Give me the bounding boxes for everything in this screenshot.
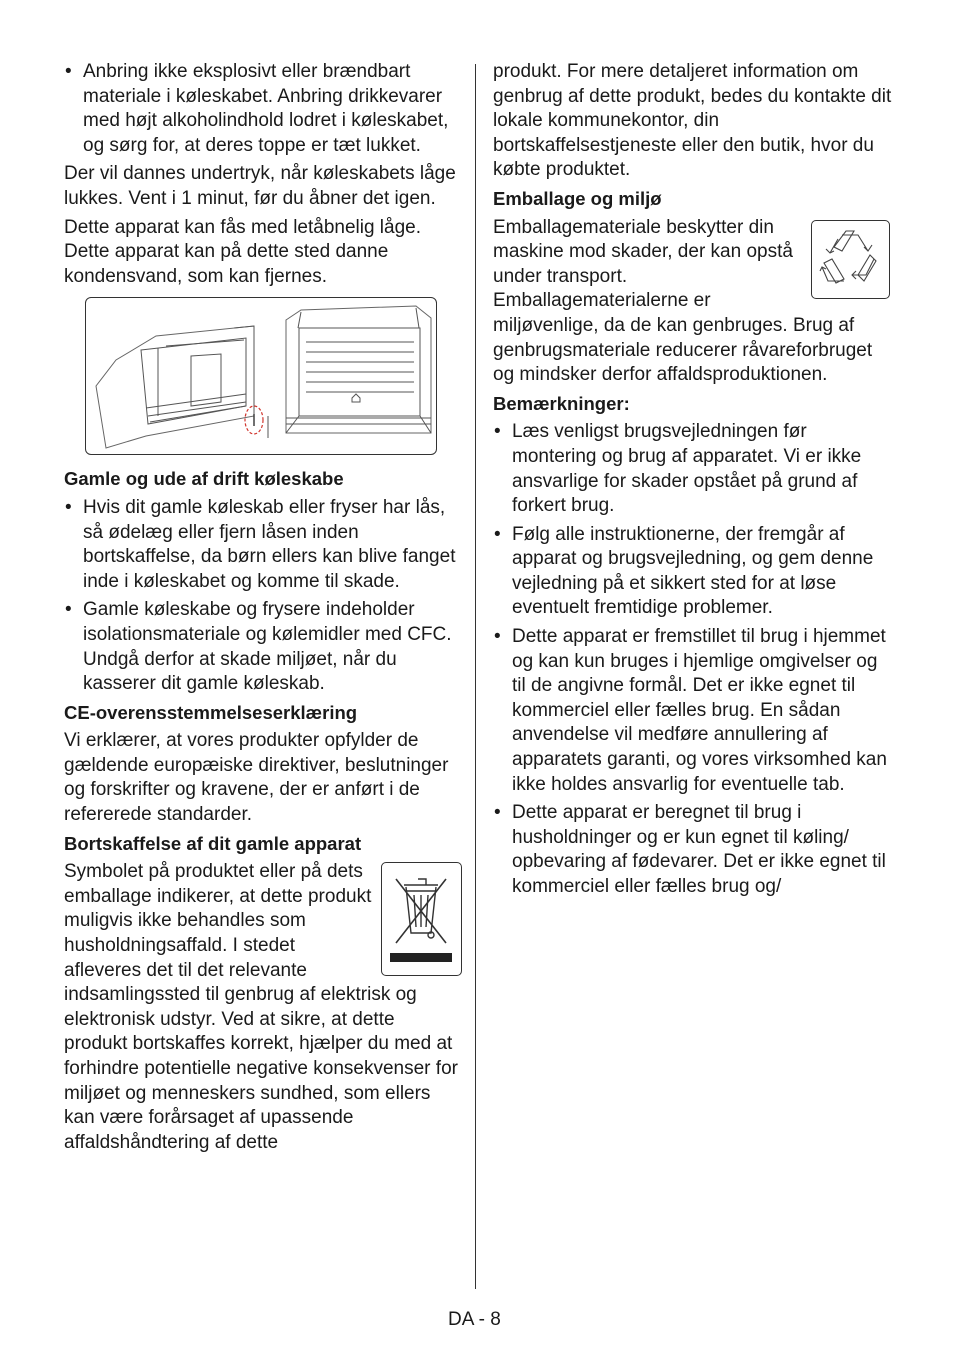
old-fridges-list [64, 496, 462, 697]
paragraph-disposal-continued: produkt. For mere detaljeret information om genbrug af dette produkt, bedes du kontakte dit lokale kommunekontor, din bortskaffelsestjeneste eller den butik, hvor du købte produktet. [493, 61, 892, 181]
left-column [64, 60, 462, 1159]
safety-bullet-list [64, 60, 462, 158]
paragraph-ce: Vi erklærer, at vores produkter opfylder de gældende europæiske direktiver, beslutninger og forskrifter og kravene, der er anført i de refererede standarder. [64, 730, 449, 826]
heading-ce-declaration: CE-overensstemmelseserklæring [64, 701, 358, 723]
paragraph-disposal: Symbolet på produktet eller på dets emballage indikerer, at dette produkt muligvis ikke behandles som husholdningsaffald. I stedet afleveres det til det relevante indsamlingssted til genbrug af elektrisk og elektronisk udstyr. Ved at sikre, at dette produkt bortskaffes korrekt, hjælper du med at forhindre potentielle negative konsekvenser for miljøet og menneskers sundhed, som ellers kan være forårsaget af upassende affaldshåndtering af dette [64, 861, 458, 1153]
heading-disposal: Bortskaffelse af dit gamle apparat [64, 832, 362, 854]
list-item: • Følg alle instruktionerne, der fremgår af apparat og brugsvejledning, og gem denne vejledning på et sikkert sted for at løse eventuelt fremtidige problemer. [493, 523, 893, 621]
heading-old-fridges: Gamle og ude af drift køleskabe [64, 468, 344, 490]
page-number: DA - 8 [448, 1309, 501, 1330]
column-divider [475, 64, 476, 1289]
heading-packaging: Emballage og miljø [493, 187, 662, 209]
heading-notes: Bemærkninger: [493, 392, 630, 414]
list-item: • Hvis dit gamle køleskab eller fryser har lås, så ødelæg eller fjern låsen inden bortskaffelse, da børn ellers kan blive fanget inde i køleskabet og komme til skade. [64, 496, 462, 594]
list-item: • Dette apparat er fremstillet til brug i hjemmet og kan kun bruges i hjemlige omgivelser og til de angivne formål. Det er ikke egnet til kommerciel eller fælles brug. En sådan anvendelse vil medføre annullering af apparatets garanti, og vores virksomhed kan ikke holdes ansvarlig for eventuelle tab. [493, 625, 893, 797]
crossed-out-wheelie-bin-icon [381, 862, 462, 976]
notes-list [493, 420, 893, 899]
fridge-drawing [86, 298, 435, 453]
paragraph-easy-door: Dette apparat kan fås med letåbnelig låge. Dette apparat kan på dette sted danne kondensvand, som kan fjernes. [64, 216, 422, 287]
list-item: • Anbring ikke eksplosivt eller brændbart materiale i køleskabet. Anbring drikkevarer med højt alkoholindhold lodret i køleskabet, og sørg for, at deres toppe er tæt lukket. [64, 60, 462, 158]
list-item: • Læs venligst brugsvejledningen før montering og brug af apparatet. Vi er ikke ansvarlige for skader opstået på grund af forkert brug. [493, 420, 893, 518]
right-column [493, 60, 893, 904]
list-item: • Gamle køleskabe og frysere indeholder isolationsmateriale og kølemidler med CFC. Undgå derfor at skade miljøet, når du kasserer dit gamle køleskab. [64, 598, 462, 696]
paragraph-packaging: Emballagemateriale beskytter din maskine mod skader, der kan opstå under transport. Emballagematerialerne er miljøvenlige, da de kan genbruges. Brug af genbrugsmateriale reducerer råvareforbruget og mindsker derfor affaldsproduktionen. [493, 216, 873, 386]
fridge-door-illustration [85, 297, 437, 455]
recycling-symbol-icon [811, 220, 890, 299]
paragraph-vacuum: Der vil dannes undertryk, når køleskabets låge lukkes. Vent i 1 minut, før du åbner det igen. [64, 163, 456, 209]
list-item: • Dette apparat er beregnet til brug i husholdninger og er kun egnet til køling/ opbevaring af fødevarer. Det er ikke egnet til kommerciel eller fælles brug og/ [493, 801, 893, 899]
